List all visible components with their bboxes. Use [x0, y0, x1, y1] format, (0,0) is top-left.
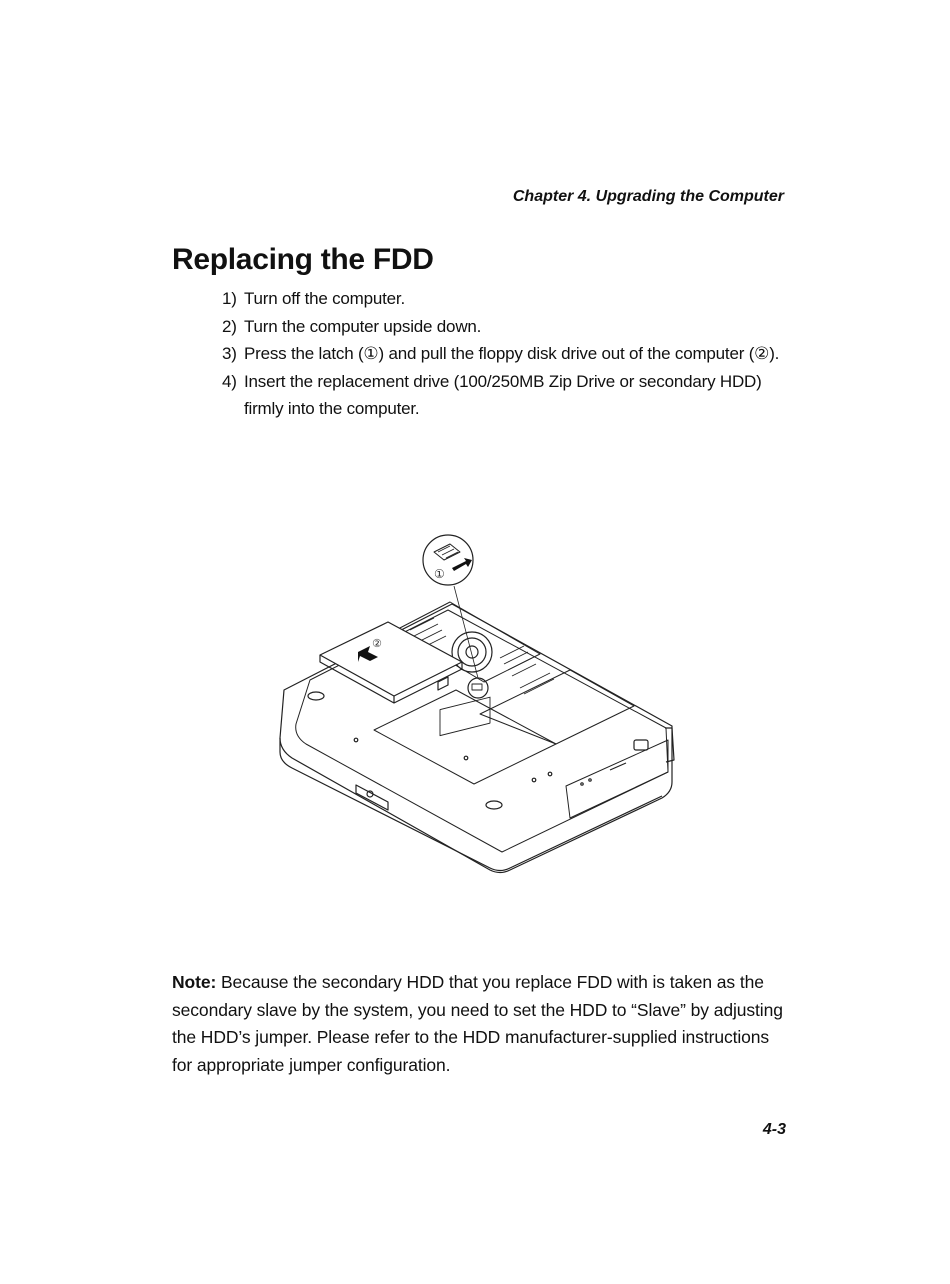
- laptop-fdd-illustration: [270, 530, 690, 875]
- callout-1: ①: [434, 567, 445, 581]
- floppy-drive: [320, 622, 462, 696]
- running-head: Chapter 4. Upgrading the Computer: [512, 188, 784, 205]
- step-number: 1): [222, 289, 237, 308]
- note-label: Note:: [172, 972, 217, 992]
- page-number: 4-3: [762, 1121, 786, 1138]
- laptop-base-outline: [280, 604, 672, 873]
- step-number: 2): [222, 316, 237, 336]
- step-item: [222, 368, 792, 423]
- step-item: [222, 285, 792, 313]
- step-item: [222, 340, 792, 368]
- step-text: Turn off the computer.: [244, 289, 405, 308]
- page-title: Replacing the FDD: [172, 243, 434, 276]
- step-number: 4): [222, 371, 237, 391]
- step-text: Turn the computer upside down.: [244, 316, 482, 336]
- step-item: [222, 313, 792, 341]
- step-text: Insert the replacement drive (100/250MB Zip Drive or secondary HDD) firmly into the computer.: [244, 371, 762, 418]
- step-number: 3): [222, 344, 237, 363]
- steps-list: [222, 285, 792, 423]
- note-paragraph: [172, 969, 784, 1079]
- step-text: Press the latch (①) and pull the floppy disk drive out of the computer (②).: [244, 344, 780, 363]
- note-text: Because the secondary HDD that you replace FDD with is taken as the secondary slave by the system, you need to set the HDD to “Slave” by adjusting the HDD’s jumper. Please refer to the HDD manufacturer-supplied instructions for appropriate jumper configuration.: [172, 972, 783, 1075]
- callout-2: ②: [372, 637, 382, 650]
